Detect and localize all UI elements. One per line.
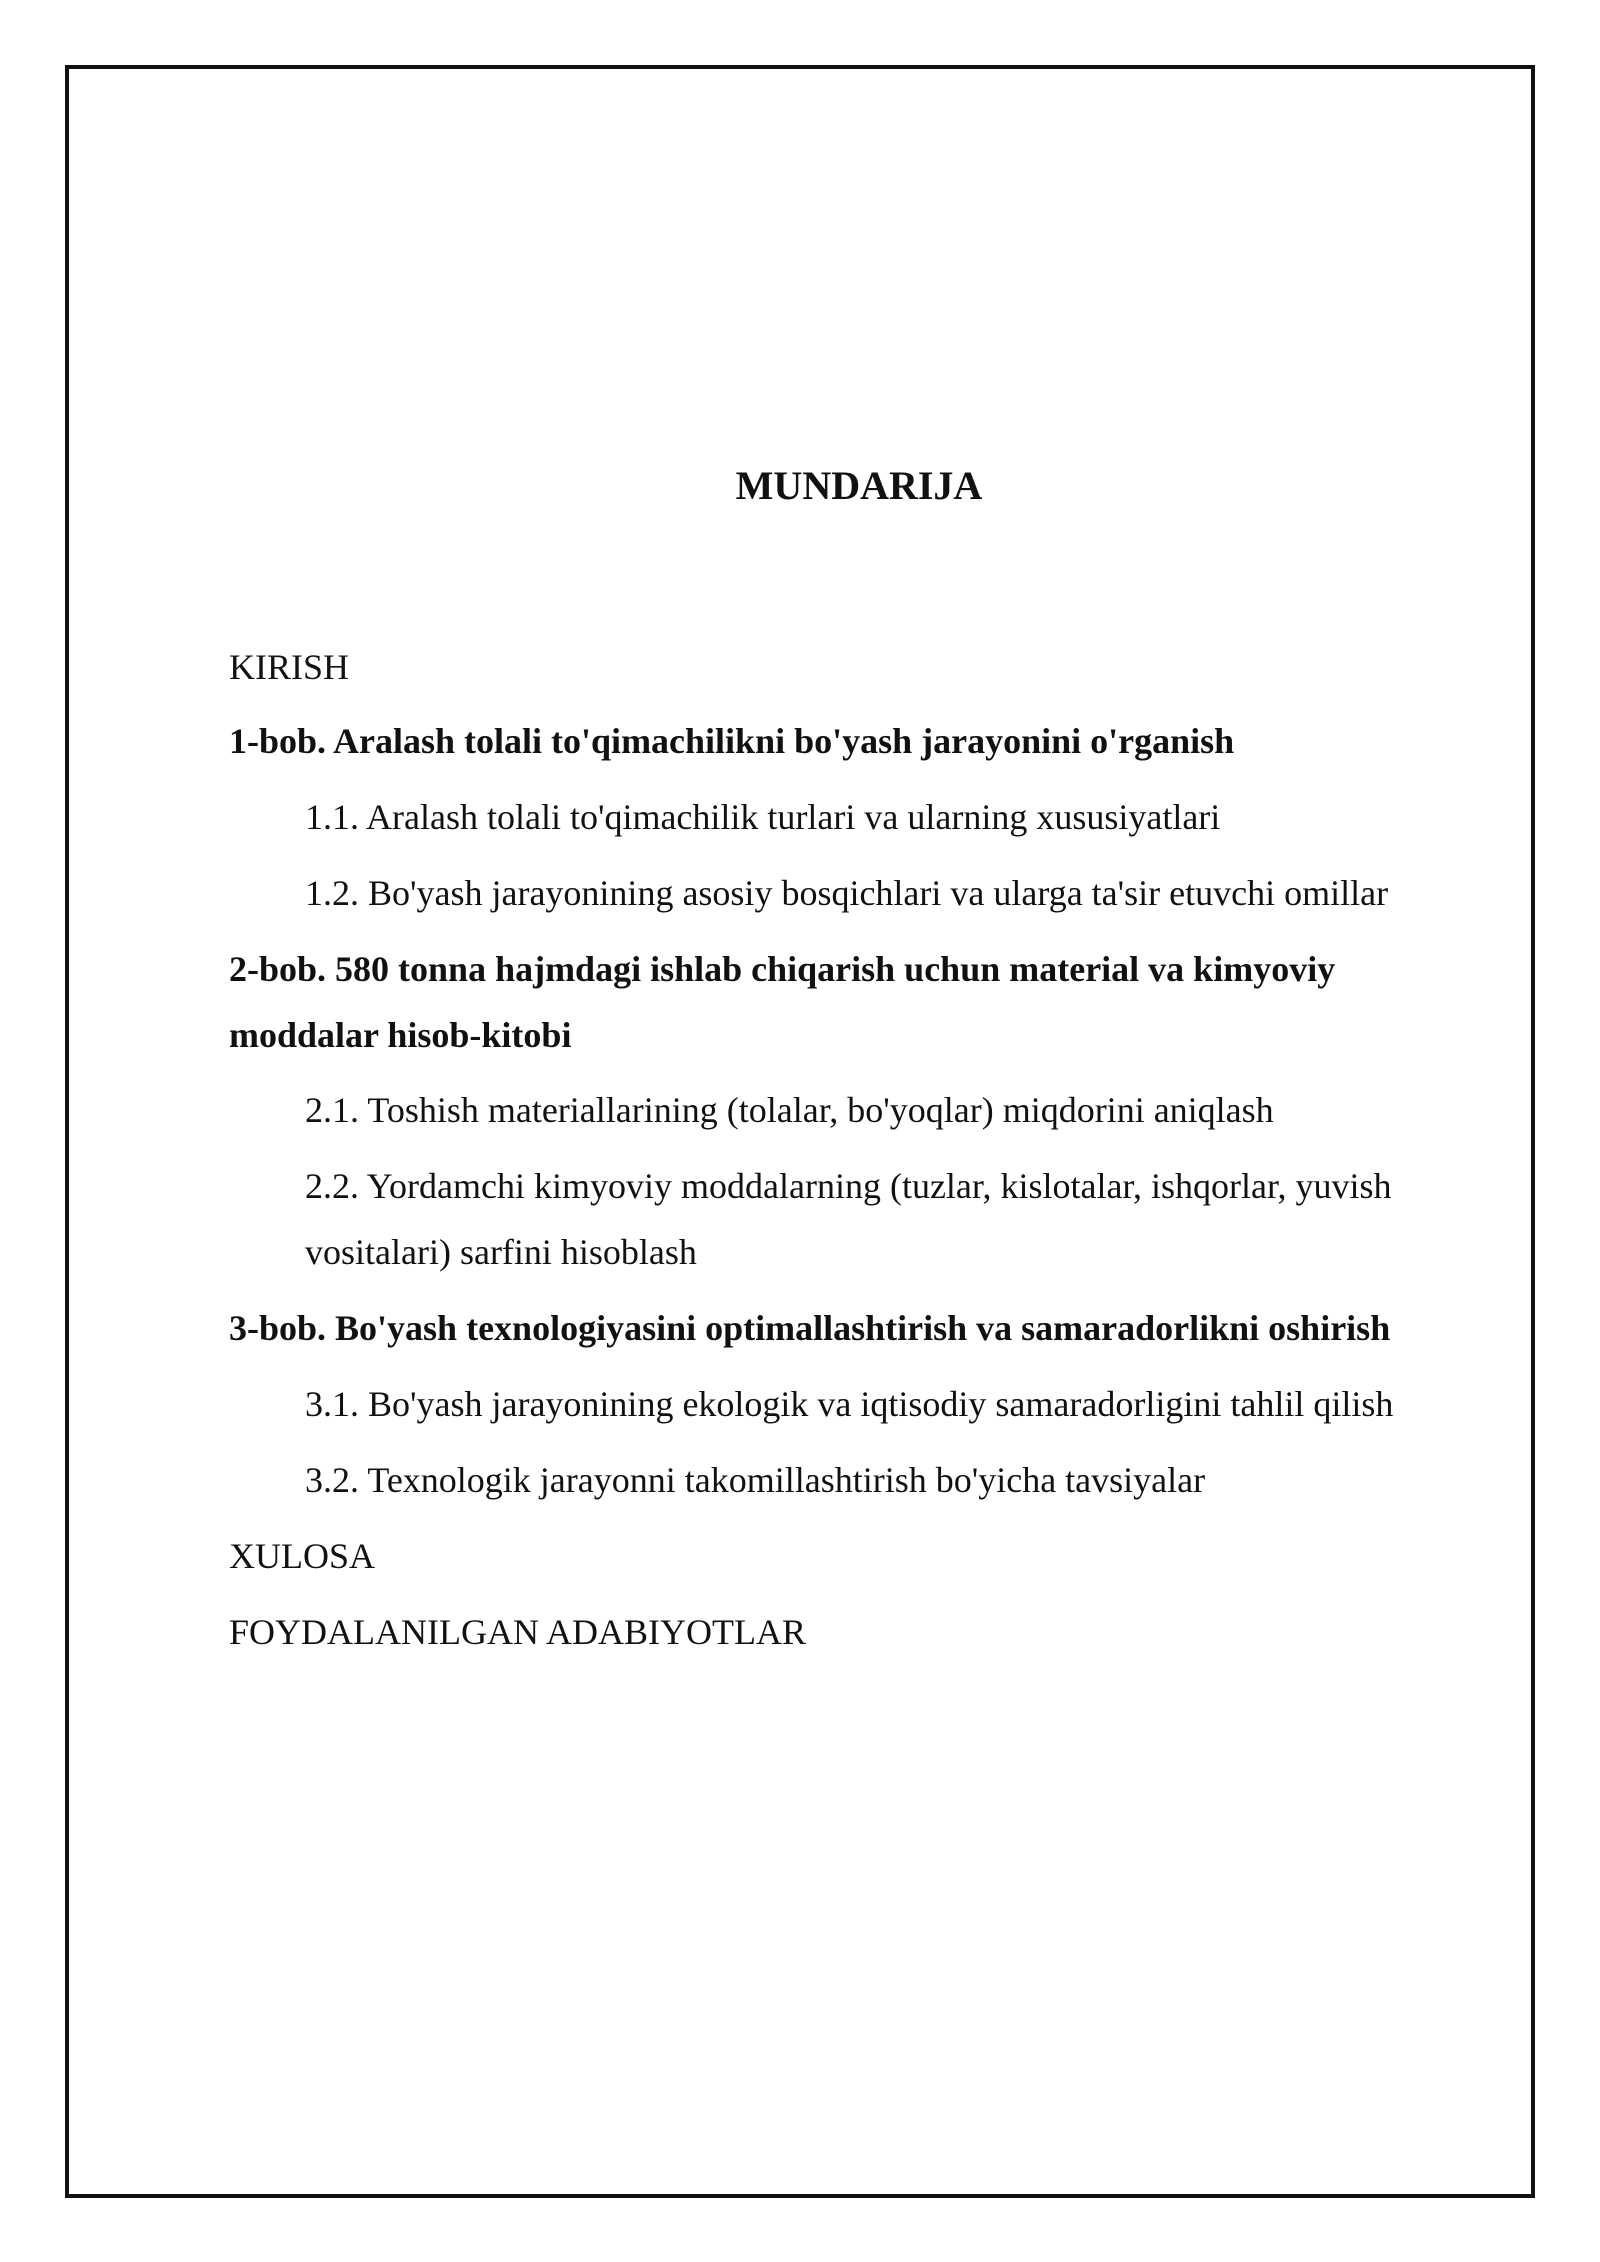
toc-entry-introduction: KIRISH	[229, 647, 350, 687]
toc-entry-references: FOYDALANILGAN ADABIYOTLAR	[229, 1612, 806, 1652]
toc-chapter-2: 2-bob. 580 tonna hajmdagi ishlab chiqarish uchun material va kimyoviy moddalar hisob-kitobi	[229, 949, 1336, 1055]
toc-section-2-1: 2.1. Toshish materiallarining (tolalar, bo'yoqlar) miqdorini aniqlash	[305, 1090, 1274, 1130]
toc-entry-conclusion: XULOSA	[229, 1536, 376, 1576]
toc-chapter-3: 3-bob. Bo'yash texnologiyasini optimallashtirish va samaradorlikni oshirish	[229, 1308, 1391, 1348]
toc-section-1-2: 1.2. Bo'yash jarayonining asosiy bosqichlari va ularga ta'sir etuvchi omillar	[305, 873, 1389, 913]
toc-section-3-2: 3.2. Texnologik jarayonni takomillashtirish bo'yicha tavsiyalar	[305, 1460, 1206, 1500]
page-title: MUNDARIJA	[735, 463, 983, 508]
toc-chapter-1: 1-bob. Aralash tolali to'qimachilikni bo'yash jarayonini o'rganish	[229, 721, 1235, 761]
toc-section-2-2: 2.2. Yordamchi kimyoviy moddalarning (tuzlar, kislotalar, ishqorlar, yuvish vositalari) sarfini hisoblash	[305, 1166, 1392, 1272]
toc-section-3-1: 3.1. Bo'yash jarayonining ekologik va iqtisodiy samaradorligini tahlil qilish	[305, 1384, 1394, 1424]
toc-section-1-1: 1.1. Aralash tolali to'qimachilik turlari va ularning xususiyatlari	[305, 797, 1221, 837]
